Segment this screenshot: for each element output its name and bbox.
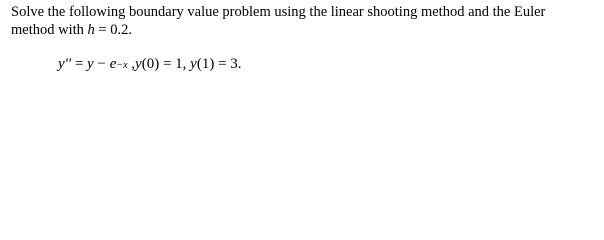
boundary-condition-1-y: y <box>135 56 142 72</box>
equation-y: y <box>87 56 94 72</box>
boundary-condition-2: (1) = 3. <box>196 56 242 72</box>
equation-e: e <box>109 56 117 72</box>
problem-statement <box>11 3 596 39</box>
problem-line-2-prefix: method with <box>11 22 88 38</box>
equation-comma: , <box>127 56 136 72</box>
equation-exponent: −x <box>116 60 128 71</box>
equation-equals: = <box>71 56 88 72</box>
problem-line-1 <box>11 3 596 21</box>
boundary-value-equation <box>58 54 242 76</box>
step-size-variable: h <box>87 22 95 38</box>
problem-line-1-text: Solve the following boundary value problem using the linear shooting method and the Euler <box>11 4 546 20</box>
boundary-condition-2-y: y <box>190 56 197 72</box>
problem-line-2 <box>11 21 596 39</box>
equation-lhs: y'' <box>58 56 72 72</box>
boundary-condition-1: (0) = 1, <box>141 56 187 72</box>
equation-minus: − <box>93 56 110 72</box>
problem-line-2-suffix: = 0.2. <box>94 22 132 38</box>
